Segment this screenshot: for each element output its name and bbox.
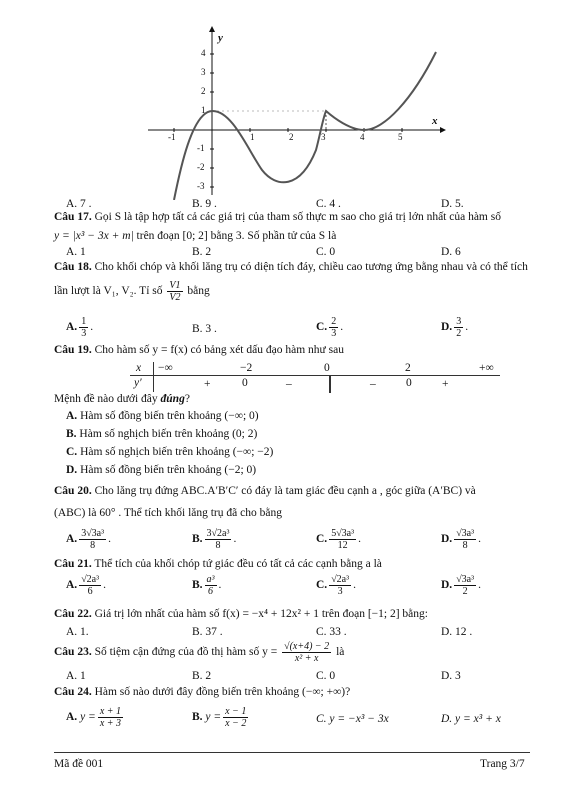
q19-option-b[interactable]: B. Hàm số nghịch biến trên khoảng (0; 2) — [66, 428, 258, 440]
sign-table-x-value: −∞ — [158, 362, 173, 374]
sign-table-y-value: – — [370, 378, 376, 390]
q19-option-a[interactable]: A. Hàm số đồng biến trên khoảng (−∞; 0) — [66, 410, 259, 422]
q19-label: Câu 19. — [54, 344, 92, 356]
q23-option-b[interactable]: B. 2 — [192, 670, 212, 682]
q23-option-a[interactable]: A. 1 — [66, 670, 86, 682]
x-tick-label: 3 — [321, 132, 326, 142]
q23-option-d[interactable]: D. 3 — [441, 670, 461, 682]
q21-line — [54, 558, 382, 570]
q23-text-b: là — [336, 646, 345, 659]
q23-label: Câu 23. — [54, 646, 92, 659]
q24-option-b[interactable]: B. y = $\frac{x - 1}{x - 2}$ — [192, 706, 247, 729]
q24-option-d[interactable]: D. y = x³ + x — [441, 713, 501, 725]
q17-option-b[interactable]: B. 2 — [192, 246, 212, 258]
x-tick-label: 5 — [398, 132, 403, 142]
q18-line2 — [54, 280, 210, 303]
q19-text: Cho hàm số y = f(x) có bảng xét dấu đạo hàm như sau — [94, 344, 344, 356]
q23-fraction: $\frac{√(x+4) - 2}{\text{x² + x}}$ — [284, 641, 330, 664]
q17-option-d[interactable]: D. 6 — [441, 246, 461, 258]
q17-expression: y = |x³ − 3x + m| — [54, 230, 134, 242]
sign-table-y-value: 0 — [406, 377, 412, 389]
q21-option-d[interactable]: D. $\frac{\text{√3a³}}{2}$ . — [441, 574, 481, 597]
sign-table-x-value: 2 — [405, 362, 411, 374]
q24-option-a[interactable]: A. y = $\frac{x + 1}{x + 3}$ — [66, 706, 121, 729]
q17-option-a[interactable]: A. 1 — [66, 246, 86, 258]
q16-option-b[interactable]: B. 9 . — [192, 198, 217, 210]
q18-text: Cho khối chóp và khối lăng trụ có diện tích đáy, chiều cao tương ứng bằng nhau và có thể tích — [94, 261, 528, 273]
y-tick-label: 2 — [201, 86, 206, 96]
q19-line — [54, 344, 344, 356]
q24-text: Hàm số nào dưới đây đồng biến trên khoảng (−∞; +∞)? — [94, 686, 351, 698]
x-axis-label: x — [432, 115, 438, 127]
q18-option-c[interactable]: C. $\frac{2}{3}$ . — [316, 316, 344, 339]
sign-table-y-value: – — [286, 378, 292, 390]
q18-option-a[interactable]: A. $\frac{1}{3}$ . — [66, 316, 94, 339]
q17-line1 — [54, 211, 501, 223]
q18-option-b[interactable]: B. 3 . — [192, 323, 217, 335]
q17-line2 — [54, 230, 336, 242]
q20-option-b[interactable]: B. $\frac{\text{3√2a³}}{8}$ . — [192, 528, 237, 551]
sign-table-x-value: −2 — [240, 362, 253, 374]
q20-text: Cho lăng trụ đứng ABC.A′B′C′ có đáy là tam giác đều cạnh a , góc giữa (A′BC) và — [94, 485, 476, 497]
q17-text-rest: trên đoạn [0; 2] bằng 3. Số phần tử của S là — [136, 230, 337, 242]
q22-text: Giá trị lớn nhất của hàm số f(x) = −x⁴ + 12x² + 1 trên đoạn [−1; 2] bằng: — [94, 608, 428, 620]
sign-table-x-value: 0 — [324, 362, 330, 374]
q21-option-c[interactable]: C. $\frac{\text{√2a³}}{3}$ . — [316, 574, 356, 597]
sign-table-y-value: 0 — [242, 377, 248, 389]
q21-text: Thể tích của khối chóp tứ giác đều có tất cả các cạnh bằng a là — [94, 558, 382, 570]
y-tick-label: 3 — [201, 67, 206, 77]
sign-table-y-value: + — [442, 378, 449, 390]
q24-option-c[interactable]: C. y = −x³ − 3x — [316, 713, 389, 725]
curve — [174, 52, 436, 200]
q19-option-d[interactable]: D. Hàm số đồng biến trên khoảng (−2; 0) — [66, 464, 257, 476]
q18-option-d[interactable]: D. $\frac{3}{2}$ . — [441, 316, 469, 339]
q18-text-a: lần lượt là V₁, V₂. Tỉ số — [54, 285, 163, 298]
q21-option-a[interactable]: A. $\frac{\text{√2a³}}{6}$ . — [66, 574, 106, 597]
q22-option-a[interactable]: A. 1. — [66, 626, 89, 638]
q22-label: Câu 22. — [54, 608, 92, 620]
q16-option-a[interactable]: A. 7 . — [66, 198, 92, 210]
y-tick-label: -1 — [197, 143, 205, 153]
sign-table-x-label: x — [136, 362, 142, 374]
y-tick-label: -2 — [197, 162, 205, 172]
sign-table-x-value: +∞ — [479, 362, 494, 374]
function-graph — [0, 0, 566, 200]
q24-label: Câu 24. — [54, 686, 92, 698]
q20-option-a[interactable]: A. $\frac{\text{3√3a³}}{8}$ . — [66, 528, 111, 551]
q22-line — [54, 608, 428, 620]
y-axis-label: y — [218, 32, 223, 44]
y-tick-label: -3 — [197, 181, 205, 191]
footer-divider — [54, 752, 530, 753]
q24-line — [54, 686, 350, 698]
q20-label: Câu 20. — [54, 485, 92, 497]
x-tick-label: 2 — [289, 132, 294, 142]
q18-label: Câu 18. — [54, 261, 92, 273]
q22-option-d[interactable]: D. 12 . — [441, 626, 473, 638]
x-tick-label: 4 — [360, 132, 365, 142]
q23-line — [54, 641, 344, 664]
q21-option-b[interactable]: B. $\frac{\text{a³}}{6}$ . — [192, 574, 222, 597]
sign-table-y-value: + — [204, 378, 211, 390]
q20-line2: (ABC) là 60° . Thể tích khối lăng trụ đã cho bằng — [54, 507, 282, 519]
q22-option-c[interactable]: C. 33 . — [316, 626, 347, 638]
sign-table-y-label: y′ — [134, 377, 142, 389]
y-tick-label: 1 — [201, 105, 206, 115]
footer-page-number: Trang 3/7 — [480, 758, 525, 770]
y-tick-label: 4 — [201, 48, 206, 58]
q21-label: Câu 21. — [54, 558, 92, 570]
q16-option-c[interactable]: C. 4 . — [316, 198, 341, 210]
x-tick-label: -1 — [168, 132, 176, 142]
q17-text: Gọi S là tập hợp tất cả các giá trị của tham số thực m sao cho giá trị lớn nhất của hàm số — [94, 211, 501, 223]
q23-option-c[interactable]: C. 0 — [316, 670, 336, 682]
q22-option-b[interactable]: B. 37 . — [192, 626, 223, 638]
q19-prompt: Mệnh đề nào dưới đây đúng? — [54, 393, 190, 405]
q20-option-c[interactable]: C. $\frac{\text{5√3a³}}{12}$ . — [316, 528, 361, 551]
q18-ratio: $\frac{V1}{V2}$ — [169, 280, 181, 303]
q17-label: Câu 17. — [54, 211, 92, 223]
q18-line1 — [54, 261, 528, 273]
q20-line1 — [54, 485, 476, 497]
q18-text-b: bằng — [187, 285, 210, 298]
q20-option-d[interactable]: D. $\frac{\text{√3a³}}{8}$ . — [441, 528, 481, 551]
footer-exam-code: Mã đề 001 — [54, 758, 104, 770]
x-tick-label: 1 — [250, 132, 255, 142]
q19-option-c[interactable]: C. Hàm số nghịch biến trên khoảng (−∞; −2) — [66, 446, 274, 458]
q23-text-a: Số tiệm cận đứng của đồ thị hàm số y = — [94, 646, 278, 659]
q16-option-d[interactable]: D. 5. — [441, 198, 464, 210]
q17-option-c[interactable]: C. 0 — [316, 246, 336, 258]
